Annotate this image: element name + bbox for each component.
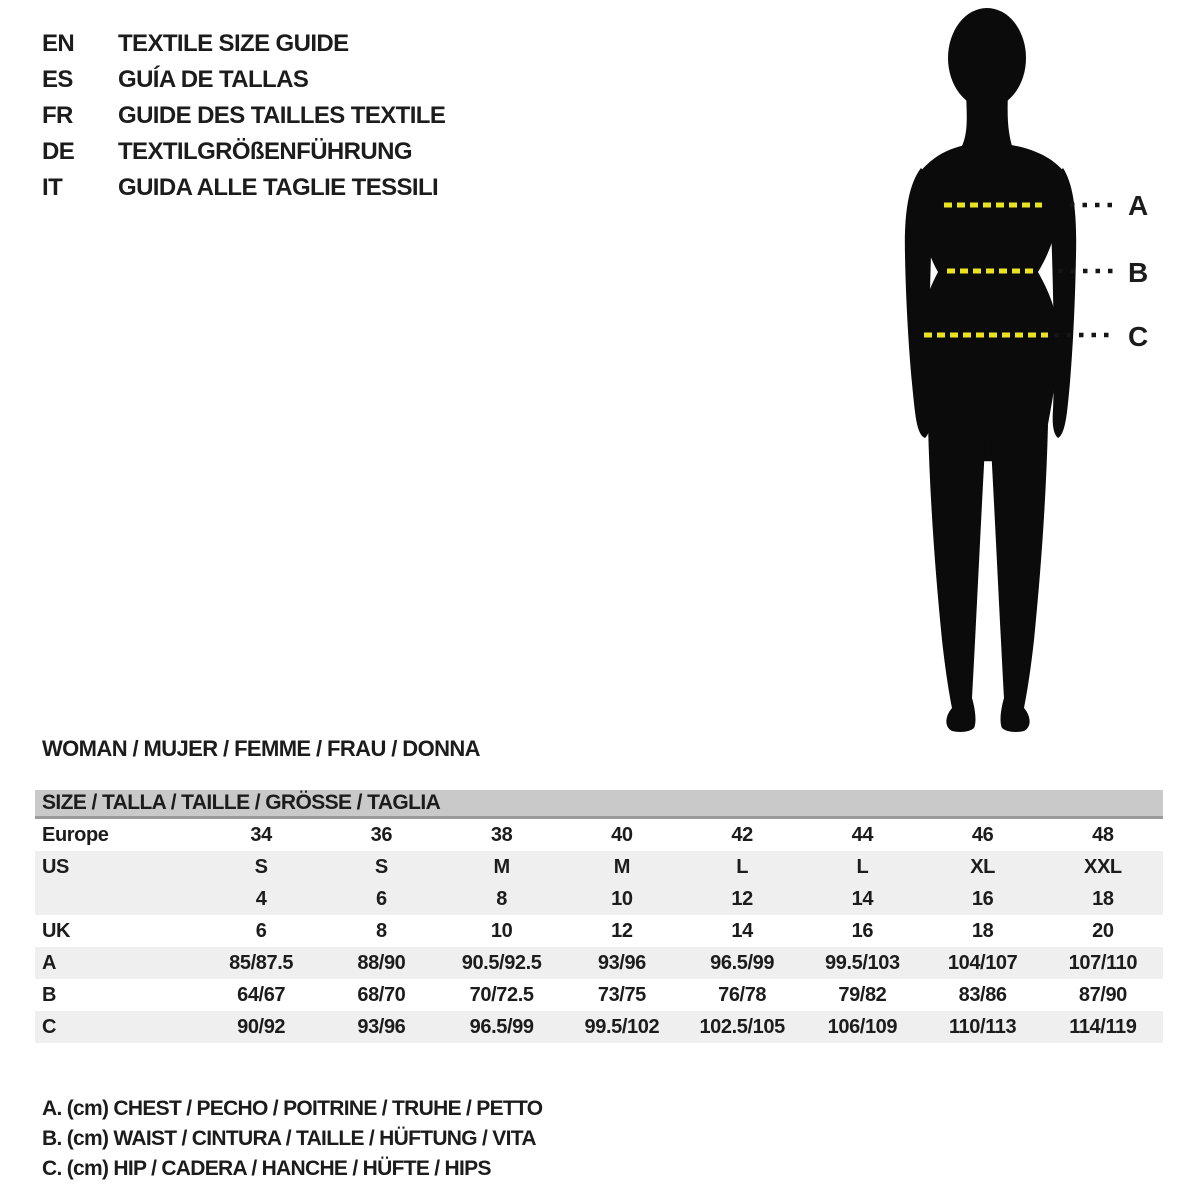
row-label: C (42, 1015, 57, 1038)
size-value-cell: 107/110 (1068, 951, 1138, 974)
language-row (42, 170, 445, 206)
size-table-body (35, 819, 1163, 1043)
size-value-cell: 90.5/92.5 (461, 951, 542, 974)
size-value-cell: 36 (370, 823, 393, 846)
language-row (42, 26, 445, 62)
size-value-cell: 70/72.5 (469, 983, 534, 1006)
size-value-cell: 90/92 (237, 1015, 286, 1038)
size-value-cell: 18 (971, 919, 994, 942)
legend-line: A. (cm) CHEST / PECHO / POITRINE / TRUHE / PETTO (42, 1097, 543, 1120)
size-value-cell: 96.5/99 (710, 951, 775, 974)
row-label: UK (42, 919, 71, 942)
size-value-cell: 104/107 (947, 951, 1018, 974)
size-value-cell: 85/87.5 (229, 951, 294, 974)
size-table-row (35, 915, 1163, 947)
size-value-cell: 8 (376, 919, 387, 942)
language-guide-title: GUIDE DES TAILLES TEXTILE (118, 102, 446, 129)
language-guide-title: TEXTILE SIZE GUIDE (118, 30, 349, 57)
figure-right-arm (1051, 168, 1076, 438)
size-value-cell: 64/67 (237, 983, 286, 1006)
size-value-cell: 34 (250, 823, 272, 846)
size-value-cell: 48 (1092, 823, 1114, 846)
size-table-header: SIZE / TALLA / TAILLE / GRÖSSE / TAGLIA (35, 790, 1163, 819)
language-guide-title: TEXTILGRÖßENFÜHRUNG (118, 138, 412, 165)
size-table (35, 790, 1163, 1043)
figure-left-leg (928, 425, 984, 732)
size-value-cell: S (374, 855, 388, 878)
size-value-cell: XXL (1084, 855, 1122, 878)
language-code: IT (42, 174, 63, 201)
size-table-row (35, 883, 1163, 915)
language-guide-title: GUIDA ALLE TAGLIE TESSILI (118, 174, 439, 201)
size-value-cell: M (613, 855, 630, 878)
figure-neck (962, 92, 1012, 146)
gender-heading: WOMAN / MUJER / FEMME / FRAU / DONNA (42, 736, 480, 761)
size-value-cell: 96.5/99 (469, 1015, 534, 1038)
size-value-cell: 73/75 (597, 983, 646, 1006)
size-value-cell: 99.5/102 (584, 1015, 660, 1038)
size-value-cell: 76/78 (718, 983, 767, 1006)
language-code: FR (42, 102, 73, 129)
size-value-cell: 83/86 (958, 983, 1007, 1006)
language-row (42, 134, 445, 170)
size-value-cell: S (254, 855, 268, 878)
size-value-cell: 14 (851, 887, 874, 910)
size-value-cell: 93/96 (357, 1015, 406, 1038)
language-guide-title: GUÍA DE TALLAS (118, 66, 309, 93)
size-value-cell: 4 (255, 887, 267, 910)
size-value-cell: 79/82 (838, 983, 887, 1006)
hip-label: C (1128, 321, 1149, 352)
language-code: ES (42, 66, 73, 93)
woman-silhouette-figure (880, 0, 1200, 760)
size-value-cell: M (493, 855, 510, 878)
size-value-cell: 6 (376, 887, 387, 910)
size-value-cell: 114/119 (1069, 1015, 1137, 1038)
row-label: Europe (42, 823, 109, 846)
language-code: DE (42, 138, 75, 165)
size-value-cell: XL (970, 855, 995, 878)
size-value-cell: 110/113 (948, 1015, 1017, 1038)
row-label: US (42, 855, 69, 878)
size-value-cell: 42 (731, 823, 753, 846)
measurement-legend (42, 1094, 542, 1184)
size-value-cell: 16 (971, 887, 994, 910)
size-value-cell: L (856, 855, 869, 878)
size-value-cell: 40 (611, 823, 633, 846)
size-value-cell: 12 (611, 919, 633, 942)
size-value-cell: 12 (731, 887, 753, 910)
language-title-list (42, 26, 445, 206)
size-value-cell: 38 (490, 823, 513, 846)
figure-torso (919, 143, 1064, 461)
chest-label: A (1128, 190, 1149, 221)
size-value-cell: 102.5/105 (699, 1015, 785, 1038)
language-row (42, 62, 445, 98)
legend-line: B. (cm) WAIST / CINTURA / TAILLE / HÜFTUNG / VITA (42, 1127, 536, 1150)
size-value-cell: 88/90 (357, 951, 406, 974)
size-value-cell: 16 (851, 919, 874, 942)
size-value-cell: 68/70 (357, 983, 406, 1006)
size-value-cell: 18 (1092, 887, 1114, 910)
size-value-cell: 46 (971, 823, 994, 846)
size-value-cell: L (736, 855, 749, 878)
size-table-row (35, 979, 1163, 1011)
size-value-cell: 44 (851, 823, 874, 846)
size-value-cell: 99.5/103 (825, 951, 900, 974)
legend-line: C. (cm) HIP / CADERA / HANCHE / HÜFTE / HIPS (42, 1157, 491, 1180)
row-label: B (42, 983, 57, 1006)
size-table-row (35, 947, 1163, 979)
size-table-row (35, 1011, 1163, 1043)
size-value-cell: 10 (611, 887, 633, 910)
language-row (42, 98, 445, 134)
size-value-cell: 106/109 (827, 1015, 898, 1038)
size-table-row (35, 851, 1163, 883)
row-label: A (42, 951, 57, 974)
waist-label: B (1128, 257, 1149, 288)
size-value-cell: 93/96 (597, 951, 646, 974)
size-value-cell: 20 (1092, 919, 1114, 942)
language-code: EN (42, 30, 75, 57)
size-value-cell: 6 (255, 919, 267, 942)
size-value-cell: 8 (496, 887, 507, 910)
size-value-cell: 87/90 (1078, 983, 1127, 1006)
size-table-row (35, 819, 1163, 851)
size-value-cell: 10 (490, 919, 513, 942)
figure-left-arm (905, 168, 932, 438)
figure-right-leg (992, 425, 1048, 732)
size-value-cell: 14 (731, 919, 753, 942)
